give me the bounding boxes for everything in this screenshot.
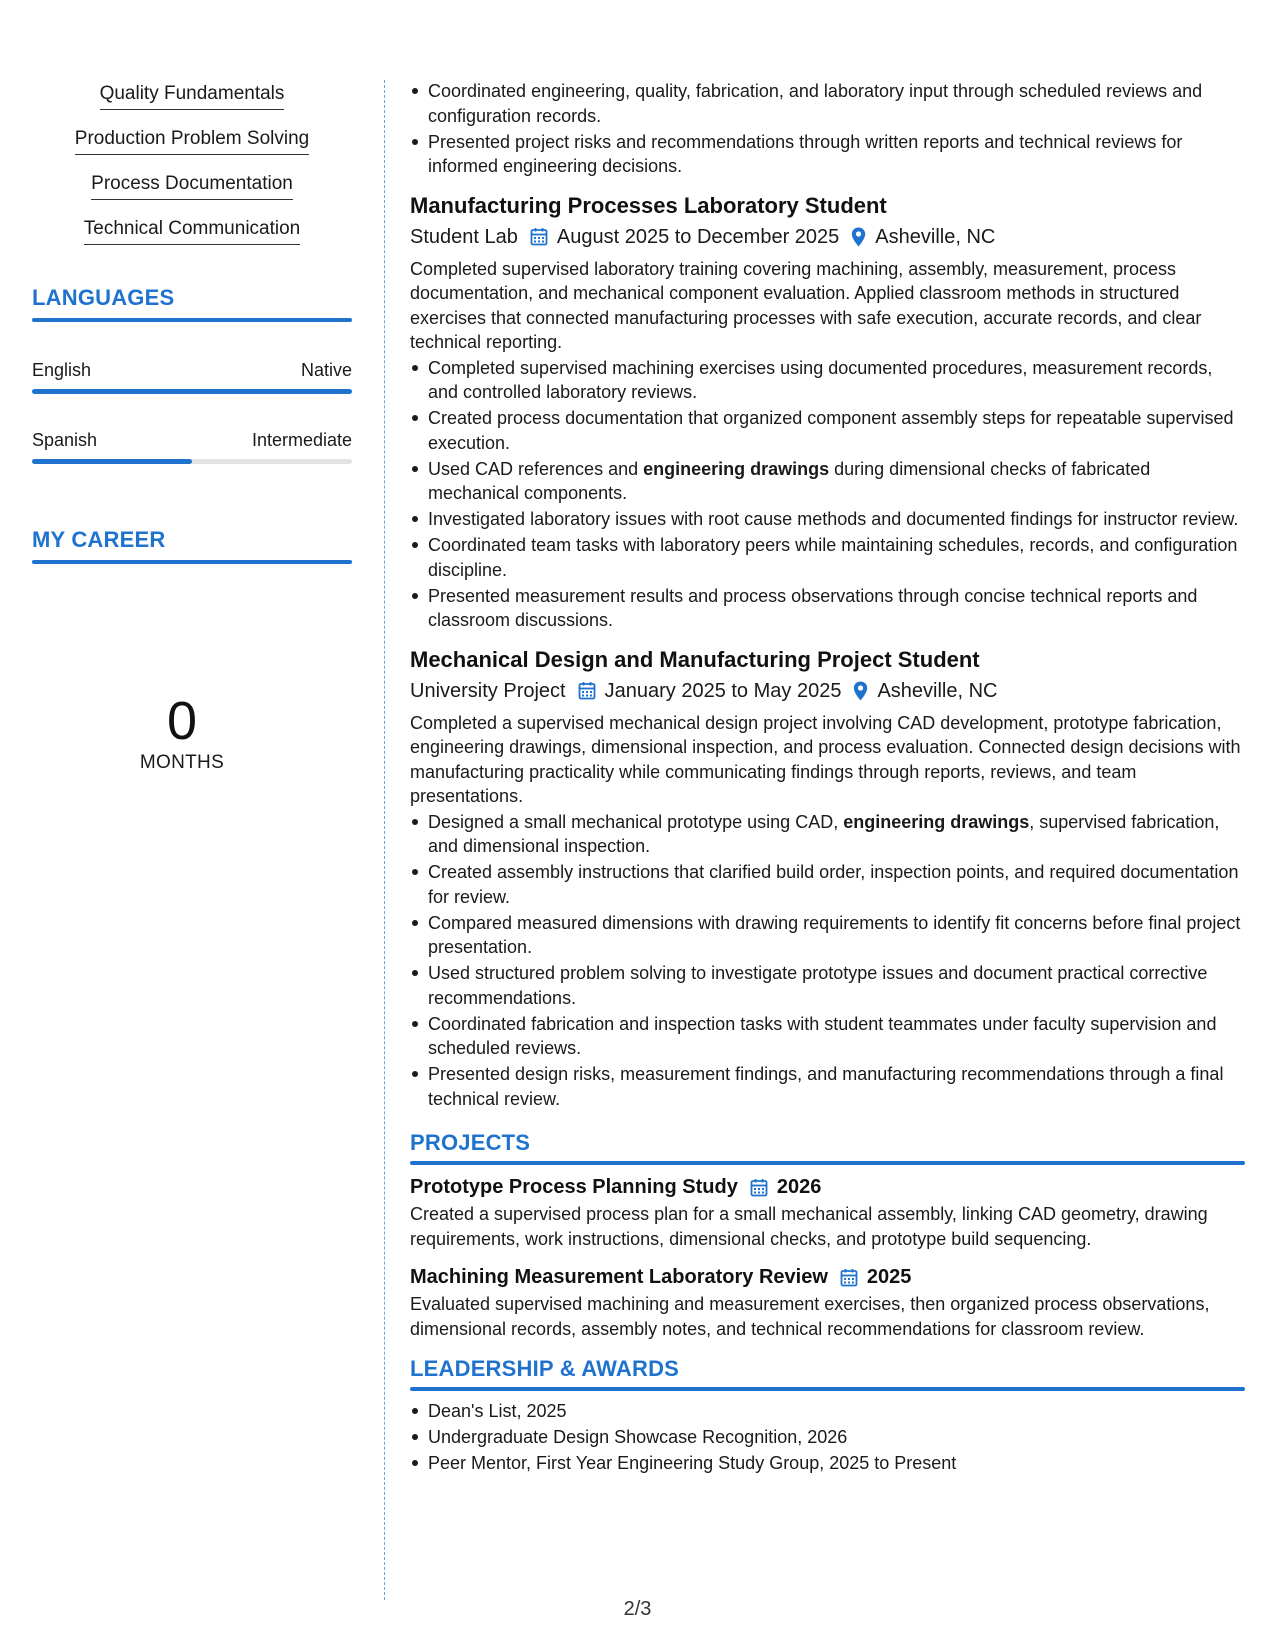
job-location: Asheville, NC bbox=[877, 679, 998, 702]
career-value: 0 bbox=[166, 691, 198, 751]
skill-label: Quality Fundamentals bbox=[100, 82, 285, 110]
language-level: Intermediate bbox=[251, 430, 352, 450]
list-item: Investigated laboratory issues with root cause methods and documented findings for instructor review. bbox=[410, 507, 1245, 532]
job-description: Completed a supervised mechanical design project involving CAD development, prototype fabrication, engineering drawings, dimensional inspection, and process evaluation. Connected design decisions with manufacturing practicality while communicating findings through reports, reviews, and team presentations. bbox=[410, 712, 1241, 806]
language-bar-fill bbox=[32, 459, 192, 464]
projects-rule bbox=[410, 1161, 1245, 1165]
career-duration bbox=[32, 693, 332, 775]
job-entry bbox=[410, 191, 1245, 633]
projects-heading bbox=[410, 1129, 1245, 1165]
language-item-english bbox=[32, 358, 352, 394]
leadership-heading bbox=[410, 1355, 1245, 1391]
list-item: Peer Mentor, First Year Engineering Study Group, 2025 to Present bbox=[410, 1451, 1245, 1476]
calendar-icon bbox=[530, 227, 548, 246]
map-pin-icon bbox=[853, 681, 868, 701]
language-bar bbox=[32, 389, 352, 394]
language-item-spanish bbox=[32, 428, 352, 464]
job-meta bbox=[410, 222, 1245, 252]
project-year: 2025 bbox=[866, 1266, 912, 1288]
list-item: Coordinated fabrication and inspection tasks with student teammates under faculty supervision and scheduled reviews. bbox=[410, 1012, 1245, 1061]
job-bullets bbox=[410, 810, 1245, 1112]
page-number: 2/3 bbox=[623, 1598, 652, 1620]
continued-bullets bbox=[410, 79, 1245, 179]
career-rule bbox=[32, 560, 352, 564]
right-column bbox=[410, 79, 1245, 1477]
job-dates: January 2025 to May 2025 bbox=[604, 679, 842, 702]
map-pin-icon bbox=[851, 227, 866, 247]
list-item: Undergraduate Design Showcase Recognition, 2026 bbox=[410, 1425, 1245, 1450]
language-name: Spanish bbox=[32, 430, 98, 450]
list-item: Compared measured dimensions with drawing requirements to identify fit concerns before final project presentation. bbox=[410, 911, 1245, 960]
language-name: English bbox=[32, 360, 92, 380]
career-title: MY CAREER bbox=[32, 527, 166, 552]
skill-item bbox=[32, 217, 352, 262]
skill-item bbox=[32, 172, 352, 217]
job-title: Manufacturing Processes Laboratory Student bbox=[410, 192, 887, 218]
leadership-list bbox=[410, 1399, 1245, 1476]
list-item: Presented measurement results and process observations through concise technical reports and classroom discussions. bbox=[410, 584, 1245, 633]
language-level: Native bbox=[300, 360, 352, 380]
job-location: Asheville, NC bbox=[875, 225, 996, 248]
languages-title: LANGUAGES bbox=[32, 285, 175, 310]
job-org: Student Lab bbox=[410, 225, 518, 248]
job-title: Mechanical Design and Manufacturing Project Student bbox=[410, 646, 980, 672]
skill-label: Technical Communication bbox=[84, 217, 301, 245]
job-org: University Project bbox=[410, 679, 566, 702]
job-dates: August 2025 to December 2025 bbox=[556, 225, 840, 248]
column-divider bbox=[384, 80, 385, 1600]
list-item: Coordinated engineering, quality, fabrication, and laboratory input through scheduled reviews and configuration records. bbox=[410, 79, 1245, 128]
project-description: Evaluated supervised machining and measurement exercises, then organized process observations, dimensional records, assembly notes, and technical recommendations for classroom review. bbox=[410, 1294, 1210, 1339]
list-item: Completed supervised machining exercises using documented procedures, measurement records, and controlled laboratory reviews. bbox=[410, 356, 1245, 405]
languages-rule bbox=[32, 318, 352, 322]
project-year: 2026 bbox=[776, 1176, 822, 1198]
job-bullets bbox=[410, 356, 1245, 633]
skill-item bbox=[32, 127, 352, 172]
career-heading bbox=[32, 526, 352, 564]
project-description: Created a supervised process plan for a small mechanical assembly, linking CAD geometry, drawing requirements, work instructions, dimensional checks, and prototype build sequencing. bbox=[410, 1204, 1208, 1249]
leadership-title: LEADERSHIP & AWARDS bbox=[410, 1356, 680, 1381]
projects-title: PROJECTS bbox=[410, 1130, 531, 1155]
list-item: Dean's List, 2025 bbox=[410, 1399, 1245, 1424]
language-bar-fill bbox=[32, 389, 352, 394]
project-entry bbox=[410, 1173, 1245, 1251]
calendar-icon bbox=[750, 1178, 768, 1197]
list-item: Presented design risks, measurement findings, and manufacturing recommendations through a final technical review. bbox=[410, 1062, 1245, 1111]
leadership-rule bbox=[410, 1387, 1245, 1391]
project-name: Prototype Process Planning Study bbox=[410, 1176, 738, 1198]
job-description: Completed supervised laboratory training covering machining, assembly, measurement, process documentation, and mechanical component evaluation. Applied classroom methods in structured exercises that connected manufacturing processes with safe execution, accurate records, and clear technical reporting. bbox=[410, 258, 1202, 352]
language-bar bbox=[32, 459, 352, 464]
list-item: Designed a small mechanical prototype using CAD, engineering drawings, supervised fabrication, and dimensional inspection. bbox=[410, 810, 1245, 859]
list-item: Coordinated team tasks with laboratory peers while maintaining schedules, records, and configuration discipline. bbox=[410, 533, 1245, 582]
list-item: Created assembly instructions that clarified build order, inspection points, and required documentation for review. bbox=[410, 860, 1245, 909]
skill-label: Production Problem Solving bbox=[75, 127, 309, 155]
calendar-icon bbox=[578, 681, 596, 700]
career-unit: MONTHS bbox=[139, 752, 225, 773]
list-item: Used CAD references and engineering drawings during dimensional checks of fabricated mechanical components. bbox=[410, 457, 1245, 506]
calendar-icon bbox=[840, 1268, 858, 1287]
job-entry bbox=[410, 645, 1245, 1112]
list-item: Created process documentation that organized component assembly steps for repeatable supervised execution. bbox=[410, 406, 1245, 455]
languages-heading bbox=[32, 284, 352, 322]
skill-label: Process Documentation bbox=[91, 172, 293, 200]
project-name: Machining Measurement Laboratory Review bbox=[410, 1266, 828, 1288]
job-meta bbox=[410, 676, 1245, 706]
list-item: Presented project risks and recommendations through written reports and technical reviews for informed engineering decisions. bbox=[410, 130, 1245, 179]
list-item: Used structured problem solving to investigate prototype issues and document practical corrective recommendations. bbox=[410, 961, 1245, 1010]
project-entry bbox=[410, 1263, 1245, 1341]
skill-item bbox=[32, 82, 352, 127]
skills-list bbox=[32, 82, 352, 262]
